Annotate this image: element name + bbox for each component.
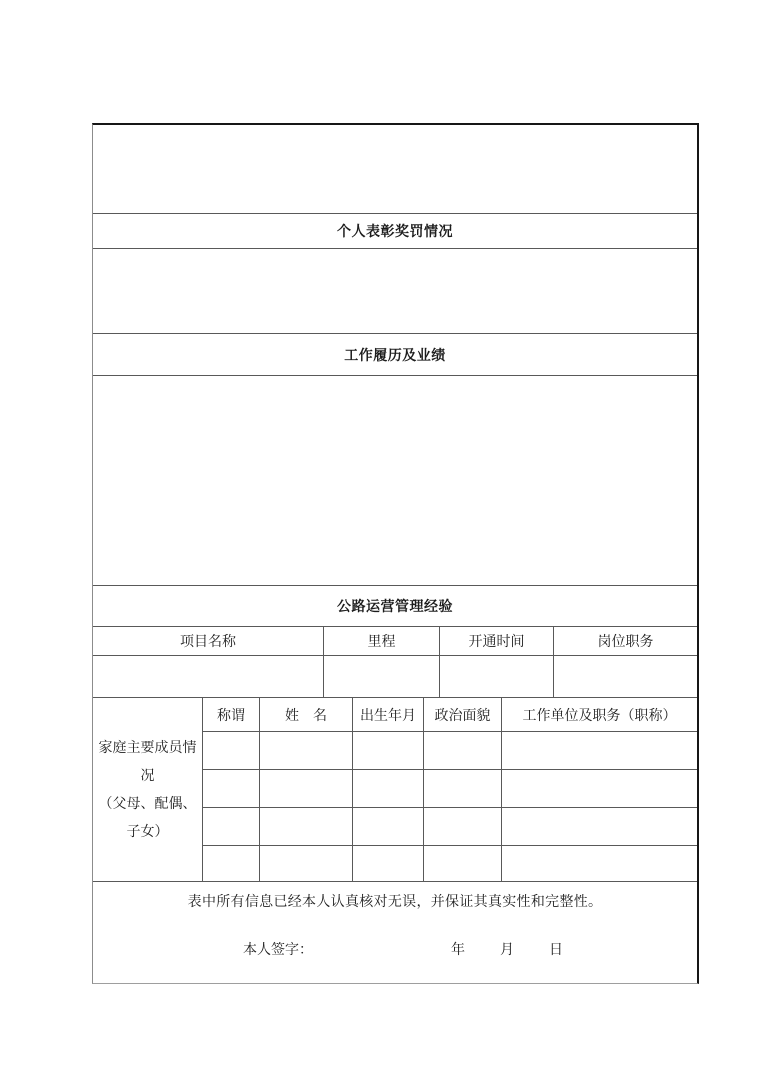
family-name-cell[interactable] xyxy=(259,808,352,845)
mileage-header: 里程 xyxy=(323,627,439,655)
family-name-cell[interactable] xyxy=(259,732,352,769)
project-name-cell[interactable] xyxy=(93,656,323,697)
family-members-label xyxy=(93,698,203,881)
family-birthdate-cell[interactable] xyxy=(352,770,423,807)
position-header: 岗位职务 xyxy=(553,627,697,655)
signature-label: 本人签字： xyxy=(243,942,313,958)
date-month-label: 月 xyxy=(500,942,514,958)
position-cell[interactable] xyxy=(553,656,697,697)
section-header-work-history xyxy=(93,333,697,375)
signature-field[interactable] xyxy=(313,940,451,958)
declaration-section xyxy=(93,881,697,983)
family-political-status-cell[interactable] xyxy=(423,732,501,769)
family-title-cell[interactable] xyxy=(203,808,259,845)
project-table-header-row xyxy=(93,626,697,655)
family-birthdate-cell[interactable] xyxy=(352,732,423,769)
content-area-previous-section[interactable] xyxy=(93,125,697,213)
date-day-label: 日 xyxy=(549,942,563,958)
family-birthdate-header: 出生年月 xyxy=(352,698,423,731)
family-table-row xyxy=(203,731,697,769)
signature-line xyxy=(93,939,697,959)
declaration-text: 表中所有信息已经本人认真核对无误，并保证其真实性和完整性。 xyxy=(187,894,603,910)
family-name-cell[interactable] xyxy=(259,846,352,881)
family-birthdate-cell[interactable] xyxy=(352,846,423,881)
family-political-status-cell[interactable] xyxy=(423,846,501,881)
family-work-unit-cell[interactable] xyxy=(501,808,697,845)
section-header-highway-experience xyxy=(93,585,697,626)
family-table-row xyxy=(203,769,697,807)
family-work-unit-header: 工作单位及职务（职称） xyxy=(501,698,697,731)
family-title-cell[interactable] xyxy=(203,732,259,769)
opening-time-cell[interactable] xyxy=(439,656,553,697)
family-work-unit-cell[interactable] xyxy=(501,846,697,881)
opening-time-header: 开通时间 xyxy=(439,627,553,655)
family-title-cell[interactable] xyxy=(203,846,259,881)
family-members-label-line3: 子女） xyxy=(126,823,169,840)
family-title-header: 称谓 xyxy=(217,707,245,724)
form-table xyxy=(92,123,699,984)
section-header-awards-label: 个人表彰奖罚情况 xyxy=(337,224,453,240)
family-political-status-cell[interactable] xyxy=(423,808,501,845)
family-table-row xyxy=(203,845,697,881)
family-members-section xyxy=(93,697,697,881)
family-members-label-line2: （父母、配偶、 xyxy=(98,795,197,812)
section-header-highway-experience-label: 公路运营管理经验 xyxy=(337,599,453,615)
family-members-label-line1: 家庭主要成员情况 xyxy=(98,739,197,784)
family-name-header: 姓 名 xyxy=(259,698,352,731)
mileage-cell[interactable] xyxy=(323,656,439,697)
family-title-cell[interactable] xyxy=(203,770,259,807)
family-table-row xyxy=(203,807,697,845)
family-birthdate-cell[interactable] xyxy=(352,808,423,845)
family-work-unit-cell[interactable] xyxy=(501,770,697,807)
section-header-awards xyxy=(93,213,697,248)
family-table-header-row xyxy=(203,698,697,731)
family-name-cell[interactable] xyxy=(259,770,352,807)
section-header-work-history-label: 工作履历及业绩 xyxy=(344,347,446,364)
date-year-label: 年 xyxy=(451,942,465,958)
family-political-status-header: 政治面貌 xyxy=(423,698,501,731)
content-area-awards[interactable] xyxy=(93,248,697,333)
project-name-header: 项目名称 xyxy=(180,634,236,650)
family-political-status-cell[interactable] xyxy=(423,770,501,807)
family-work-unit-cell[interactable] xyxy=(501,732,697,769)
project-table-data-row xyxy=(93,655,697,697)
content-area-work-history[interactable] xyxy=(93,375,697,585)
